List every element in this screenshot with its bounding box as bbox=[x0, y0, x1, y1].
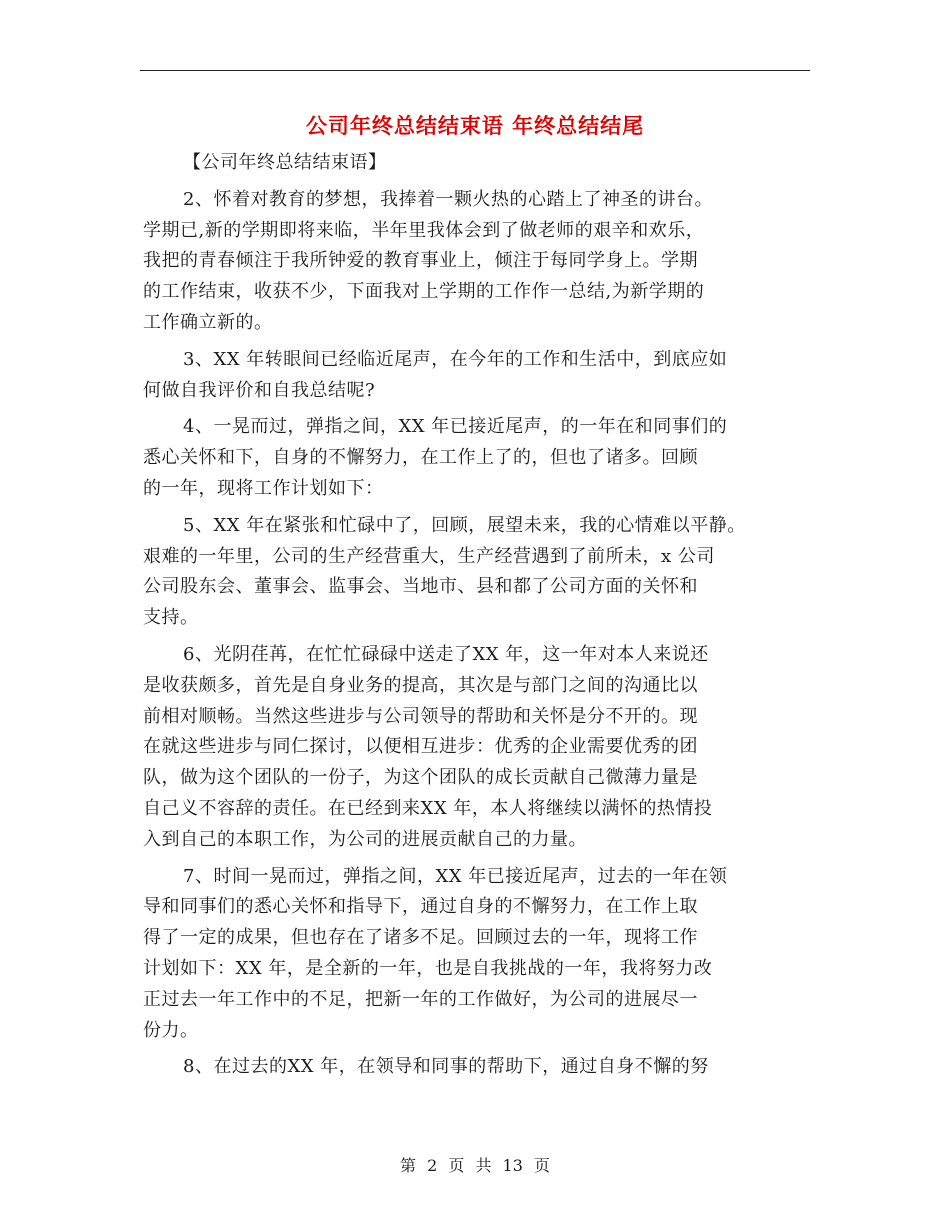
paragraph-line: 的工作结束，收获不少，下面我对上学期的工作作一总结,为新学期的 bbox=[143, 281, 705, 303]
paragraph-line: 自己义不容辞的责任。在已经到来XX 年，本人将继续以满怀的热情投 bbox=[143, 797, 713, 819]
paragraph-line: 得了一定的成果，但也存在了诸多不足。回顾过去的一年，现将工作 bbox=[143, 927, 698, 949]
paragraph-line: 学期已,新的学期即将来临，半年里我体会到了做老师的艰辛和欢乐， bbox=[143, 219, 705, 241]
paragraph-first-line: 4、一晃而过，弹指之间，XX 年已接近尾声，的一年在和同事们的 bbox=[183, 416, 728, 438]
paragraph-first-line: 3、XX 年转眼间已经临近尾声，在今年的工作和生活中，到底应如 bbox=[183, 348, 728, 370]
paragraph-line: 我把的青春倾注于我所钟爱的教育事业上，倾注于每同学身上。学期 bbox=[143, 250, 698, 272]
paragraph-first-line: 2、怀着对教育的梦想，我捧着一颗火热的心踏上了神圣的讲台。 bbox=[183, 188, 713, 210]
paragraph-line: 的一年，现将工作计划如下： bbox=[143, 477, 384, 499]
paragraph-line: 份力。 bbox=[143, 1019, 199, 1041]
paragraph-first-line: 【公司年终总结结束语】 bbox=[183, 152, 387, 173]
paragraph-first-line: 8、在过去的XX 年，在领导和同事的帮助下，通过自身不懈的努 bbox=[183, 1056, 709, 1078]
page-footer: 第 2 页 共 13 页 bbox=[400, 1156, 550, 1175]
paragraph-line: 何做自我评价和自我总结呢? bbox=[143, 379, 376, 401]
paragraph-line: 入到自己的本职工作，为公司的进展贡献自己的力量。 bbox=[143, 828, 587, 850]
paragraph-first-line: 6、光阴荏苒，在忙忙碌碌中送走了XX 年，这一年对本人来说还 bbox=[183, 643, 709, 665]
paragraph-line: 悉心关怀和下，自身的不懈努力，在工作上了的，但也了诸多。回顾 bbox=[143, 447, 698, 469]
paragraph-line: 导和同事们的悉心关怀和指导下，通过自身的不懈努力，在工作上取 bbox=[143, 896, 698, 918]
paragraph-line: 支持。 bbox=[143, 607, 199, 629]
paragraph-line: 是收获颇多，首先是自身业务的提高，其次是与部门之间的沟通比以 bbox=[143, 674, 698, 696]
document-body bbox=[143, 148, 811, 1083]
document-title: 公司年终总结结束语 年终总结结尾 bbox=[305, 113, 645, 138]
paragraph-line: 正过去一年工作中的不足，把新一年的工作做好，为公司的进展尽一 bbox=[143, 988, 698, 1010]
paragraph-first-line: 7、时间一晃而过，弹指之间，XX 年已接近尾声，过去的一年在领 bbox=[183, 865, 728, 887]
paragraph-line: 队，做为这个团队的一份子，为这个团队的成长贡献自己微薄力量是 bbox=[143, 767, 698, 789]
header-rule bbox=[140, 70, 810, 71]
paragraph-first-line: 5、XX 年在紧张和忙碌中了，回顾，展望未来，我的心情难以平静。 bbox=[183, 514, 746, 536]
paragraph-line: 公司股东会、董事会、监事会、当地市、县和都了公司方面的关怀和 bbox=[143, 576, 698, 598]
paragraph-line: 艰难的一年里，公司的生产经营重大，生产经营遇到了前所未，x 公司 bbox=[143, 545, 715, 567]
paragraph-line: 前相对顺畅。当然这些进步与公司领导的帮助和关怀是分不开的。现 bbox=[143, 705, 698, 727]
paragraph-line: 在就这些进步与同仁探讨，以便相互进步：优秀的企业需要优秀的团 bbox=[143, 736, 698, 758]
paragraph-line: 计划如下：XX 年，是全新的一年，也是自我挑战的一年，我将努力改 bbox=[143, 957, 713, 979]
paragraph-line: 工作确立新的。 bbox=[143, 311, 273, 333]
